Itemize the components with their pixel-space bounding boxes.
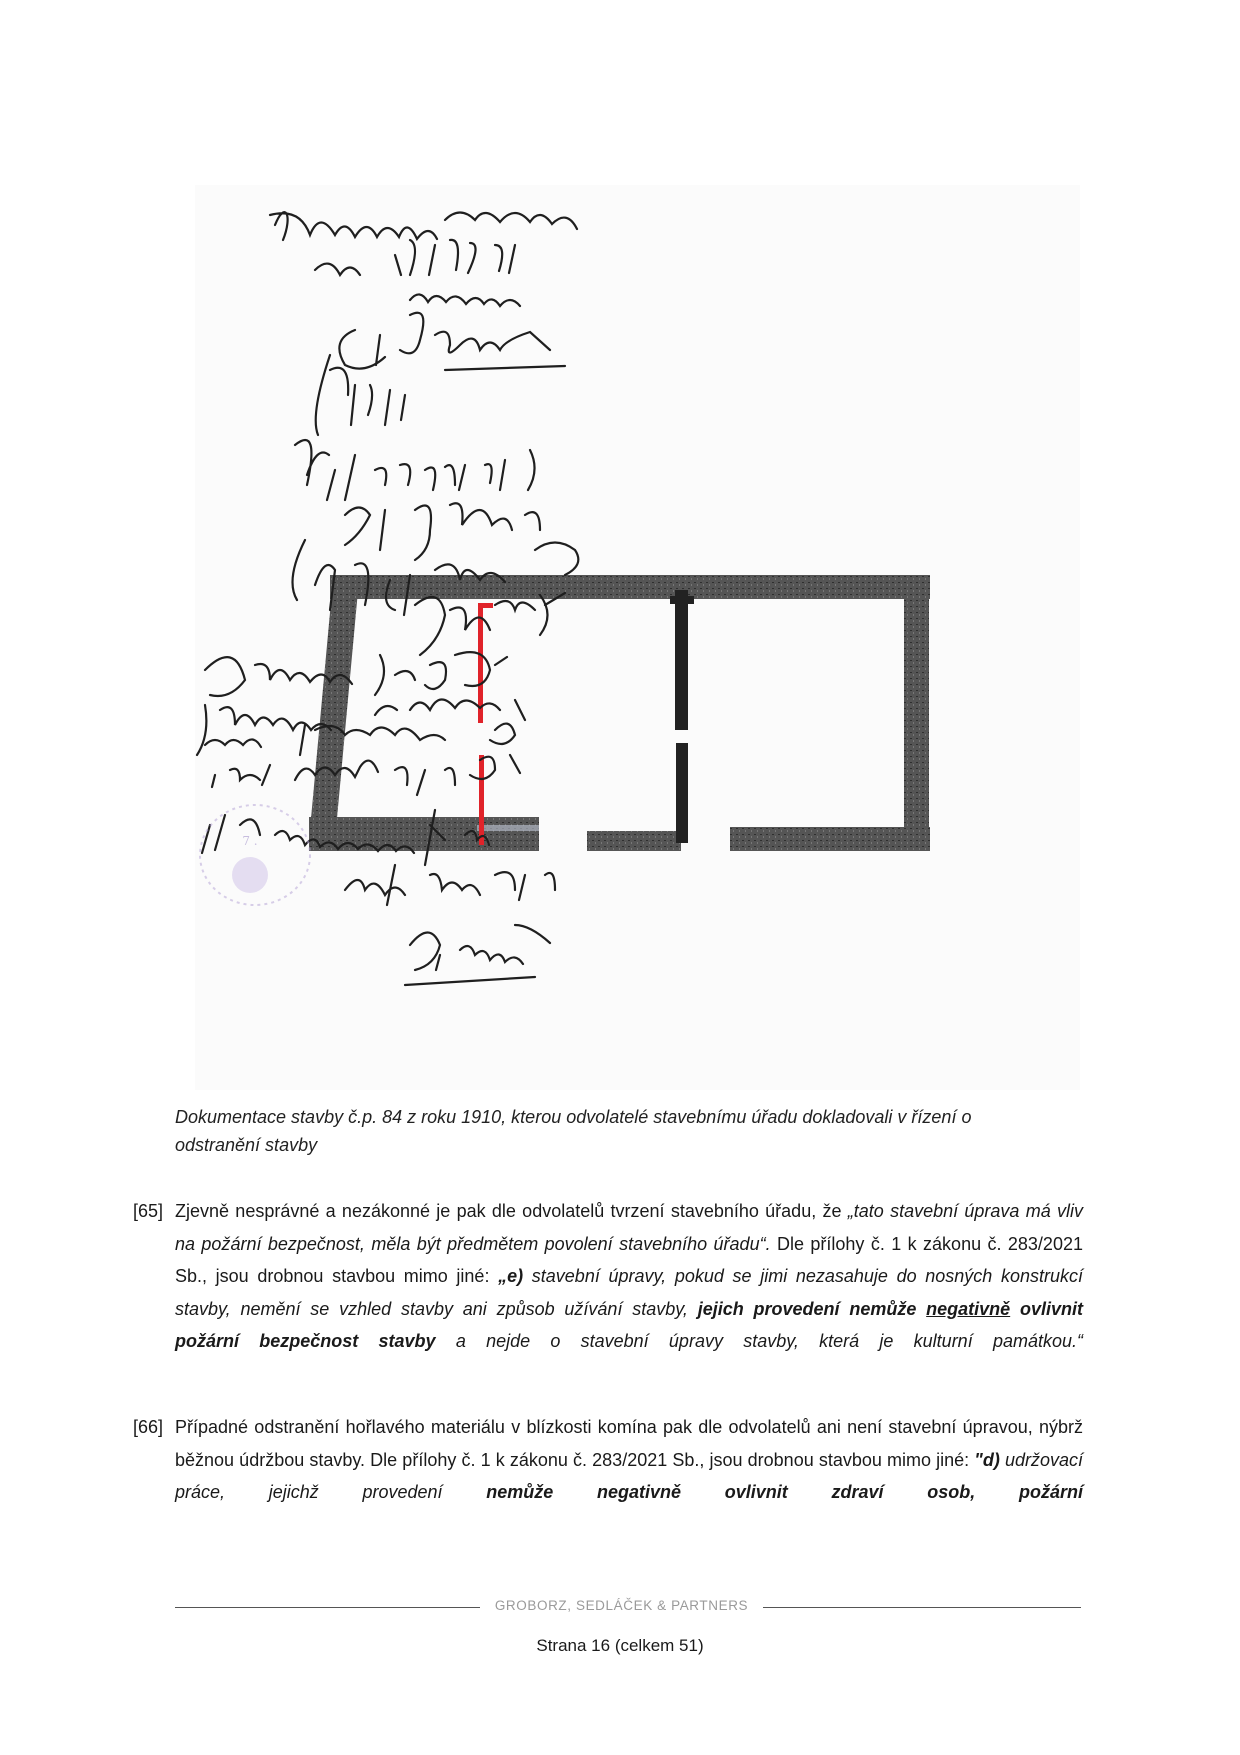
paragraph-66 <box>133 1411 1083 1509</box>
footer-rule-left <box>175 1607 480 1608</box>
bottom-middle-wall <box>587 831 681 851</box>
bottom-right-wall <box>730 827 930 851</box>
text-run: Dle přílohy č. 1 k zákonu č. 283/2021 Sb., jsou drobnou stavbou mimo jiné: <box>175 1233 1083 1286</box>
footer-rule-right <box>763 1607 1081 1608</box>
wall-tint <box>477 825 539 831</box>
bottom-left-wall <box>309 817 539 851</box>
quoted-text: udržovací práce, jejichž provedení <box>175 1449 1083 1502</box>
inner-partition-lower <box>676 743 688 843</box>
paragraph-body <box>175 1411 1083 1509</box>
quoted-text: stavební úpravy, pokud se jimi nezasahuje do nosných konstrukcí stavby, nemění se vzhled stavby ani způsob užívání stavby, <box>175 1266 1083 1319</box>
page-number: Strana 16 (celkem 51) <box>536 1636 704 1655</box>
paragraph-number: [65] <box>133 1201 164 1221</box>
emphasis-text: ovlivnit požární bezpečnost stavby <box>175 1298 1083 1351</box>
quoted-text: „tato stavební úprava má vliv na požární bezpečnost, měla být předmětem povolení stavebního úřadu“. <box>175 1201 1084 1254</box>
historical-floor-plan-scan <box>195 185 1080 1090</box>
figure-caption <box>175 1103 1095 1159</box>
text-run: Zjevně nesprávné a nezákonné je pak dle odvolatelů tvrzení stavebního úřadu, že <box>175 1201 848 1221</box>
emphasis-text: nemůže negativně ovlivnit zdraví osob, požární <box>486 1482 1084 1502</box>
quoted-text: a nejde o stavební úpravy stavby, která je kulturní památkou.“ <box>435 1331 1083 1351</box>
svg-text:7 .: 7 . <box>242 834 258 848</box>
caption-line: Dokumentace stavby č.p. 84 z roku 1910, kterou odvolatelé stavebnímu úřadu dokladovali v řízení o <box>175 1107 972 1127</box>
quoted-letter: „e) <box>498 1266 524 1286</box>
right-wall <box>904 580 929 850</box>
emphasis-text: jejich provedení nemůže <box>697 1298 927 1319</box>
footer-firm-name: GROBORZ, SEDLÁČEK & PARTNERS <box>494 1598 749 1613</box>
inner-partition-upper <box>675 590 688 730</box>
quoted-letter: "d) <box>974 1449 1000 1470</box>
caption-line: odstranění stavby <box>175 1135 318 1155</box>
emphasis-underlined: negativně <box>926 1298 1011 1319</box>
paragraph-65 <box>133 1195 1083 1390</box>
paragraph-number: [66] <box>133 1417 164 1437</box>
top-wall <box>330 575 930 599</box>
paragraph-body <box>175 1195 1083 1390</box>
text-run: Případné odstranění hořlavého materiálu v blízkosti komína pak dle odvolatelů ani není stavební úpravou, nýbrž běžnou údržbou stavby. Dle přílohy č. 1 k zákonu č. 283/2021 Sb., jsou drobnou stavbou mimo jiné: <box>175 1417 1083 1470</box>
